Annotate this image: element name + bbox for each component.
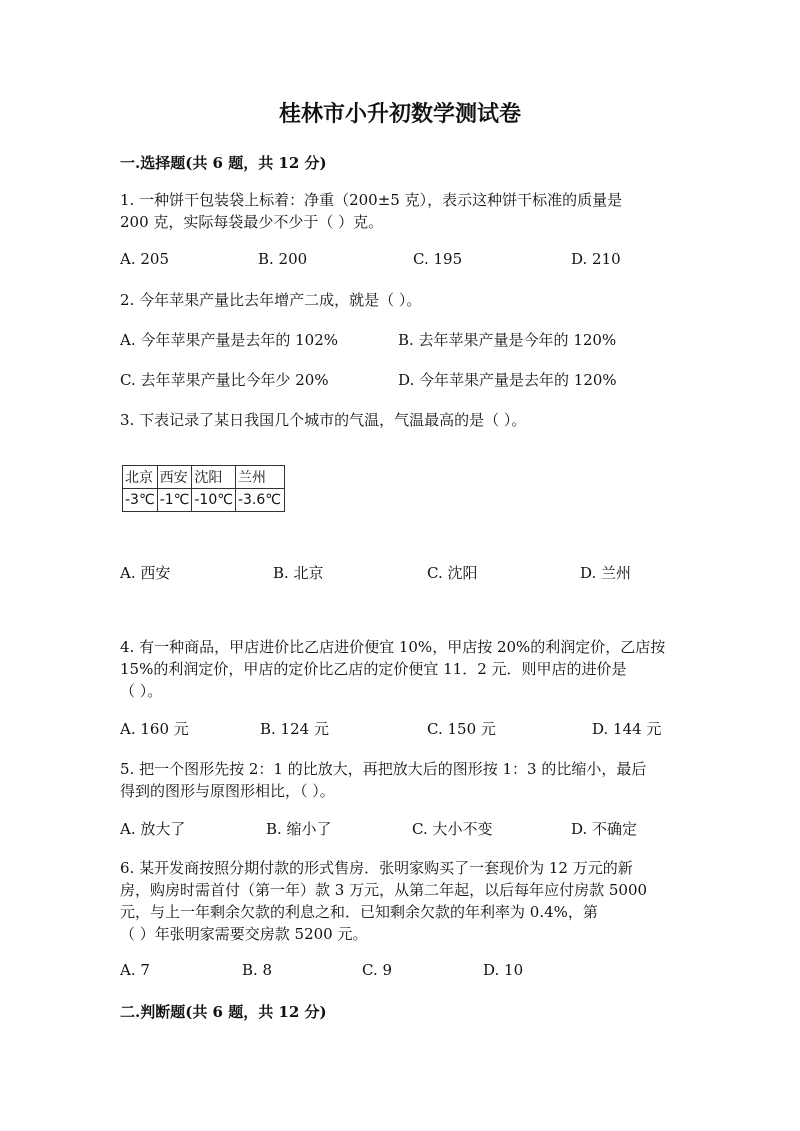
question-6-line-4: （ ）年张明家需要交房款 5200 元。 xyxy=(120,925,368,943)
question-1-line-2: 200 克，实际每袋最少不少于（ ）克。 xyxy=(120,213,384,231)
question-6-line-3: 元，与上一年剩余欠款的利息之和．已知剩余欠款的年利率为 0.4%，第 xyxy=(120,903,598,921)
question-4-option-b[interactable]: B. 124 元 xyxy=(260,720,329,738)
question-6-option-c[interactable]: C. 9 xyxy=(362,961,393,979)
page-title: 桂林市小升初数学测试卷 xyxy=(278,101,521,127)
question-4-line-3: （ ）。 xyxy=(120,682,163,700)
table-cell-temp: -1℃ xyxy=(157,489,192,512)
question-2-line-1: 2. 今年苹果产量比去年增产二成，就是（ ）。 xyxy=(120,291,422,309)
question-2-option-d[interactable]: D. 今年苹果产量是去年的 120% xyxy=(398,371,617,389)
section-heading-choice: 一.选择题(共 6 题，共 12 分) xyxy=(120,154,327,172)
question-2-option-a[interactable]: A. 今年苹果产量是去年的 102% xyxy=(120,331,339,349)
question-1-option-a[interactable]: A. 205 xyxy=(120,250,169,268)
question-5-option-d[interactable]: D. 不确定 xyxy=(571,820,638,838)
question-5-line-1: 5. 把一个图形先按 2：1 的比放大，再把放大后的图形按 1：3 的比缩小，最后 xyxy=(120,760,647,778)
question-6-option-a[interactable]: A. 7 xyxy=(120,961,150,979)
question-3-line-1: 3. 下表记录了某日我国几个城市的气温，气温最高的是（ ）。 xyxy=(120,411,527,429)
question-6-line-2: 房，购房时需首付（第一年）款 3 万元，从第二年起，以后每年应付房款 5000 xyxy=(120,881,648,899)
question-5-option-a[interactable]: A. 放大了 xyxy=(120,820,186,838)
question-6-line-1: 6. 某开发商按照分期付款的形式售房．张明家购买了一套现价为 12 万元的新 xyxy=(120,859,633,877)
table-cell-city: 兰州 xyxy=(235,466,284,489)
question-4-option-a[interactable]: A. 160 元 xyxy=(120,720,189,738)
question-6-option-b[interactable]: B. 8 xyxy=(242,961,273,979)
question-1-option-c[interactable]: C. 195 xyxy=(413,250,463,268)
temperature-table xyxy=(122,465,285,512)
question-6-option-d[interactable]: D. 10 xyxy=(483,961,524,979)
question-4-option-d[interactable]: D. 144 元 xyxy=(592,720,662,738)
question-1-option-b[interactable]: B. 200 xyxy=(258,250,308,268)
question-4-line-1: 4. 有一种商品，甲店进价比乙店进价便宜 10%，甲店按 20%的利润定价，乙店按 xyxy=(120,638,666,656)
question-2-option-b[interactable]: B. 去年苹果产量是今年的 120% xyxy=(398,331,617,349)
table-row-cities xyxy=(123,466,285,489)
question-1-option-d[interactable]: D. 210 xyxy=(571,250,621,268)
question-5-option-b[interactable]: B. 缩小了 xyxy=(266,820,332,838)
question-2-option-c[interactable]: C. 去年苹果产量比今年少 20% xyxy=(120,371,329,389)
table-row-temps xyxy=(123,489,285,512)
question-3-option-b[interactable]: B. 北京 xyxy=(273,564,324,582)
question-5-line-2: 得到的图形与原图形相比，（ ）。 xyxy=(120,782,335,800)
question-4-line-2: 15%的利润定价，甲店的定价比乙店的定价便宜 11．2 元．则甲店的进价是 xyxy=(120,660,627,678)
question-5-option-c[interactable]: C. 大小不变 xyxy=(412,820,493,838)
question-1-line-1: 1. 一种饼干包装袋上标着：净重（200±5 克），表示这种饼干标准的质量是 xyxy=(120,191,623,209)
question-3-option-c[interactable]: C. 沈阳 xyxy=(427,564,478,582)
section-heading-judgment: 二.判断题(共 6 题，共 12 分) xyxy=(120,1003,327,1021)
table-cell-temp: -3℃ xyxy=(123,489,158,512)
question-4-option-c[interactable]: C. 150 元 xyxy=(427,720,496,738)
question-3-option-d[interactable]: D. 兰州 xyxy=(580,564,632,582)
question-3-option-a[interactable]: A. 西安 xyxy=(120,564,171,582)
table-cell-city: 西安 xyxy=(157,466,192,489)
table-cell-temp: -10℃ xyxy=(192,489,236,512)
table-cell-city: 北京 xyxy=(123,466,158,489)
table-cell-temp: -3.6℃ xyxy=(235,489,284,512)
table-cell-city: 沈阳 xyxy=(192,466,236,489)
